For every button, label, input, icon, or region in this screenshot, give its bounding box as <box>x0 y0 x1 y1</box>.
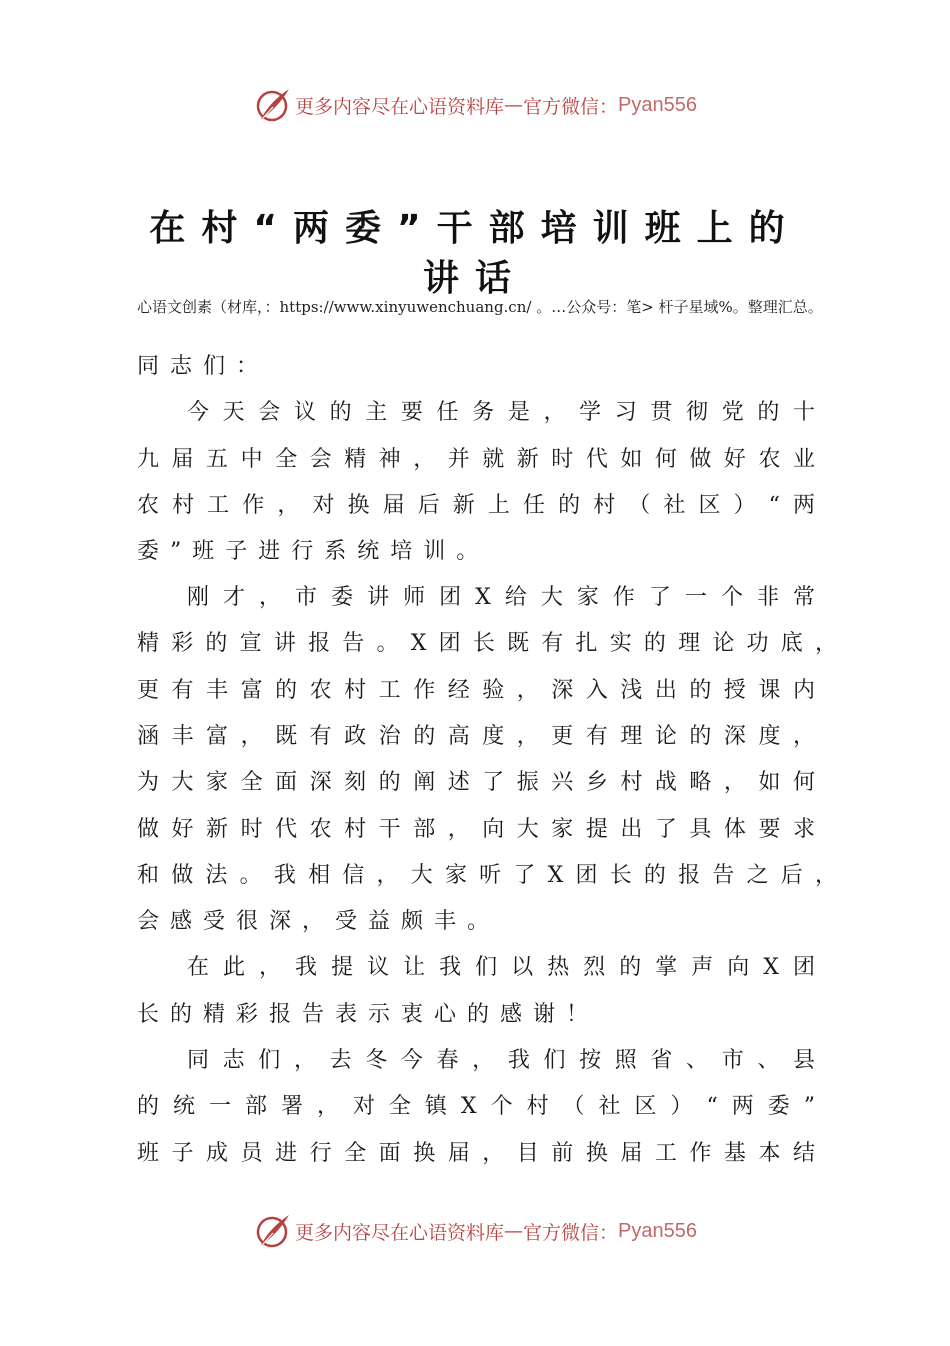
body-line: 会感受很深，受益颇丰。 <box>137 909 501 934</box>
banner-wechat-label: 官方微信： <box>523 95 619 118</box>
body-line: 班子成员进行全面换届，目前换届工作基本结 <box>137 1141 815 1166</box>
document-title-line-2: 讲话 <box>422 258 527 299</box>
source-note: 心语文创素（材库，：https://www.xinyuwenchuang.cn/ 。…公众号：笔> 杆子星域%。整理汇总。 <box>137 298 823 316</box>
document-title-line-1: 在村“两委”干部培训班上的 <box>149 208 801 249</box>
body-line: 涵丰富，既有政治的高度，更有理论的深度， <box>137 724 815 749</box>
body-line: 为大家全面深刻的阐述了振兴乡村战略，如何 <box>137 770 815 795</box>
body-line: 农村工作，对换届后新上任的村（社区）“两 <box>137 493 815 518</box>
banner-separator: — <box>504 94 524 116</box>
body-line: 更有丰富的农村工作经验，深入浅出的授课内 <box>137 678 815 703</box>
body-line: 在此，我提议让我们以热烈的掌声向X团 <box>187 955 815 980</box>
body-line: 和做法。我相信，大家听了X团长的报告之后， <box>137 863 837 888</box>
body-line: 精彩的宣讲报告。X团长既有扎实的理论功底， <box>137 631 837 656</box>
body-line: 同志们，去冬今春，我们按照省、市、县 <box>187 1048 815 1073</box>
body-line: 刚才，市委讲师团X给大家作了一个非常 <box>187 585 815 610</box>
body-line: 今天会议的主要任务是，学习贯彻党的十 <box>187 400 815 425</box>
header-banner <box>0 80 950 130</box>
banner-slogan: 更多内容尽在心语资料库 <box>295 1221 505 1244</box>
quill-pen-logo-icon <box>253 1211 293 1251</box>
body-line: 委”班子进行系统培训。 <box>137 539 490 564</box>
banner-wechat-label: 官方微信： <box>523 1221 619 1244</box>
body-line: 九届五中全会精神，并就新时代如何做好农业 <box>137 447 815 472</box>
banner-slogan: 更多内容尽在心语资料库 <box>295 95 505 118</box>
quill-pen-logo-icon <box>253 85 293 125</box>
body-line: 长的精彩报告表示衷心的感谢！ <box>137 1002 600 1027</box>
banner-wechat-handle: Pyan556 <box>618 1219 697 1242</box>
body-line: 的统一部署，对全镇X个村（社区）“两委” <box>137 1094 815 1119</box>
banner-separator: — <box>504 1220 524 1242</box>
body-line: 做好新时代农村干部，向大家提出了具体要求 <box>137 817 815 842</box>
footer-banner <box>0 1206 950 1256</box>
greeting: 同志们： <box>137 354 270 379</box>
banner-wechat-handle: Pyan556 <box>618 93 697 116</box>
